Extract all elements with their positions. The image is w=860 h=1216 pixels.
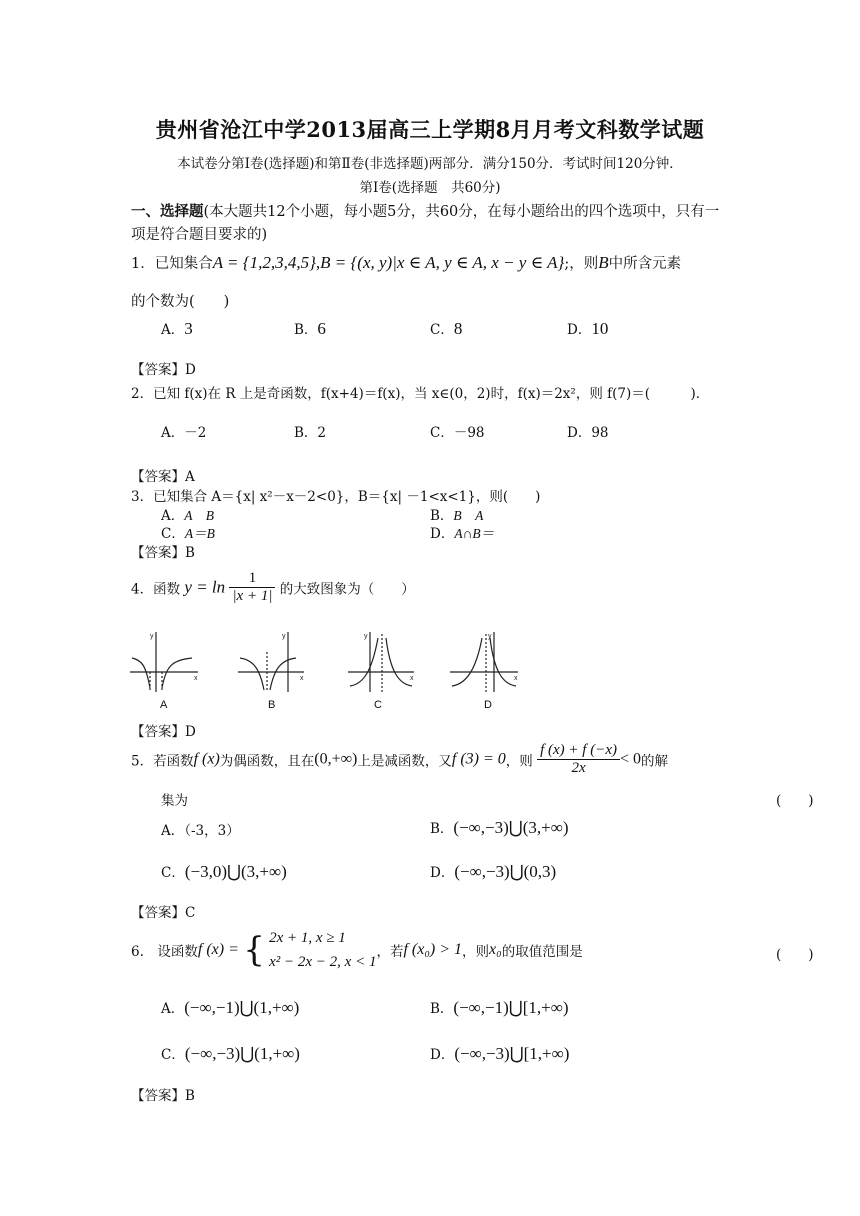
svg-text:y: y	[364, 633, 368, 640]
graph-label-a: A	[160, 699, 168, 711]
graph-c	[348, 632, 414, 692]
q3-option-b: B．B A	[430, 508, 484, 524]
svg-text:x: x	[300, 675, 304, 682]
q2-option-b: B．2	[294, 425, 327, 441]
exam-intro: 本试卷分第Ⅰ卷(选择题)和第Ⅱ卷(非选择题)两部分．满分150分．考试时间120分钟．	[177, 156, 683, 172]
svg-text:y: y	[282, 633, 286, 640]
q1-option-a: A．3	[161, 319, 193, 338]
q1-set-a: A = {1,2,3,4,5}	[212, 253, 316, 272]
q1-tail2: 中所含元素	[608, 256, 682, 272]
q5-option-d: D．(−∞,−3)⋃(0,3)	[430, 862, 557, 881]
q1-b: B	[598, 253, 609, 272]
graph-d	[450, 632, 518, 692]
q4-func: y = ln	[184, 577, 226, 597]
q1-num: 1．已知集合	[131, 256, 213, 272]
q1-option-d: D．10	[567, 319, 609, 338]
q6-option-b: B．(−∞,−1)⋃[1,+∞)	[430, 998, 569, 1017]
q1-line2: 的个数为( )	[131, 294, 230, 310]
question-5: 5．若函数f (x)为偶函数，且在(0,+∞)上是减函数，又f (3) = 0，则 $\frac{f (x) + f (-x)}{2x}$ < 0的解	[131, 742, 668, 776]
section-one	[131, 200, 719, 221]
q2-option-d: D．98	[567, 425, 609, 441]
graph-b	[238, 632, 304, 692]
q6-paren: ( )	[776, 947, 814, 963]
q2-answer: 【答案】A	[131, 469, 195, 485]
graph-a	[130, 632, 198, 692]
q5-paren: ( )	[776, 793, 814, 809]
q4-graphs	[128, 630, 518, 712]
question-6: 6. 设函数f (x) = { 2x + 1, x ≥ 1 x² − 2x − 2, x < 1 ，若f (x₀) > 1，则x₀的取值范围是	[131, 926, 583, 974]
graph-label-d: D	[484, 699, 492, 711]
page-title: 贵州省沧江中学2013届高三上学期8月月考文科数学试题	[155, 117, 705, 142]
graph-label-c: C	[374, 699, 382, 711]
q6-brace: {	[243, 930, 265, 970]
question-2: 2．已知 f(x)在 R 上是奇函数，f(x+4)＝f(x)，当 x∈(0，2)时，f(x)＝2x²，则 f(7)＝( )．	[131, 386, 710, 402]
graph-label-b: B	[268, 699, 276, 711]
q1-tail: ;，则	[564, 256, 599, 272]
section-heading: 一、选择题	[131, 203, 204, 220]
q5-line2: 集为	[161, 793, 188, 809]
q6-answer: 【答案】B	[131, 1088, 195, 1104]
q5-answer: 【答案】C	[131, 905, 196, 921]
question-1	[131, 252, 681, 273]
q3-option-d: D．A∩B＝	[430, 526, 495, 542]
q5-option-a: A．（-3，3）	[161, 823, 240, 839]
part-one-heading: 第Ⅰ卷(选择题 共60分)	[359, 180, 501, 196]
svg-text:y: y	[150, 633, 154, 640]
q6-option-d: D．(−∞,−3)⋃[1,+∞)	[430, 1044, 570, 1063]
q3-option-c: C．A＝B	[161, 526, 215, 542]
q5-fraction: $\frac{f (x) + f (-x)}{2x}$	[537, 742, 620, 777]
svg-text:y: y	[488, 633, 492, 640]
svg-text:x: x	[514, 675, 518, 682]
svg-text:x: x	[194, 675, 198, 682]
q3-option-a: A．A B	[161, 508, 214, 524]
q2-option-c: C．－98	[430, 425, 485, 441]
question-4: 4．函数 y = ln $\frac{1}{|x + 1|}$ 的大致图象为（ ）	[131, 570, 415, 604]
question-3: 3．已知集合 A＝{x| x²－x－2<0}，B＝{x| －1<x<1}，则( )	[131, 489, 541, 505]
q1-answer: 【答案】D	[131, 362, 196, 378]
q1-option-c: C．8	[430, 319, 463, 338]
q2-option-a: A．－2	[161, 425, 207, 441]
q1-set-b: ,B = {(x, y)|x ∈ A, y ∈ A, x − y ∈ A}	[315, 253, 565, 272]
q4-answer: 【答案】D	[131, 724, 196, 740]
q4-fraction: $\frac{1}{|x + 1|}$	[229, 570, 275, 605]
q6-option-a: A．(−∞,−1)⋃(1,+∞)	[161, 998, 300, 1017]
section-desc-2: 项是符合题目要求的)	[131, 227, 268, 243]
q6-option-c: C．(−∞,−3)⋃(1,+∞)	[161, 1044, 300, 1063]
q1-option-b: B．6	[294, 319, 326, 338]
q5-option-b: B．(−∞,−3)⋃(3,+∞)	[430, 818, 569, 837]
section-desc: (本大题共12个小题，每小题5分，共60分，在每小题给出的四个选项中，只有一	[203, 204, 720, 220]
svg-text:x: x	[410, 675, 414, 682]
q6-cases: 2x + 1, x ≥ 1 x² − 2x − 2, x < 1	[269, 930, 377, 970]
q5-option-c: C．(−3,0)⋃(3,+∞)	[161, 862, 287, 881]
q3-answer: 【答案】B	[131, 545, 195, 561]
